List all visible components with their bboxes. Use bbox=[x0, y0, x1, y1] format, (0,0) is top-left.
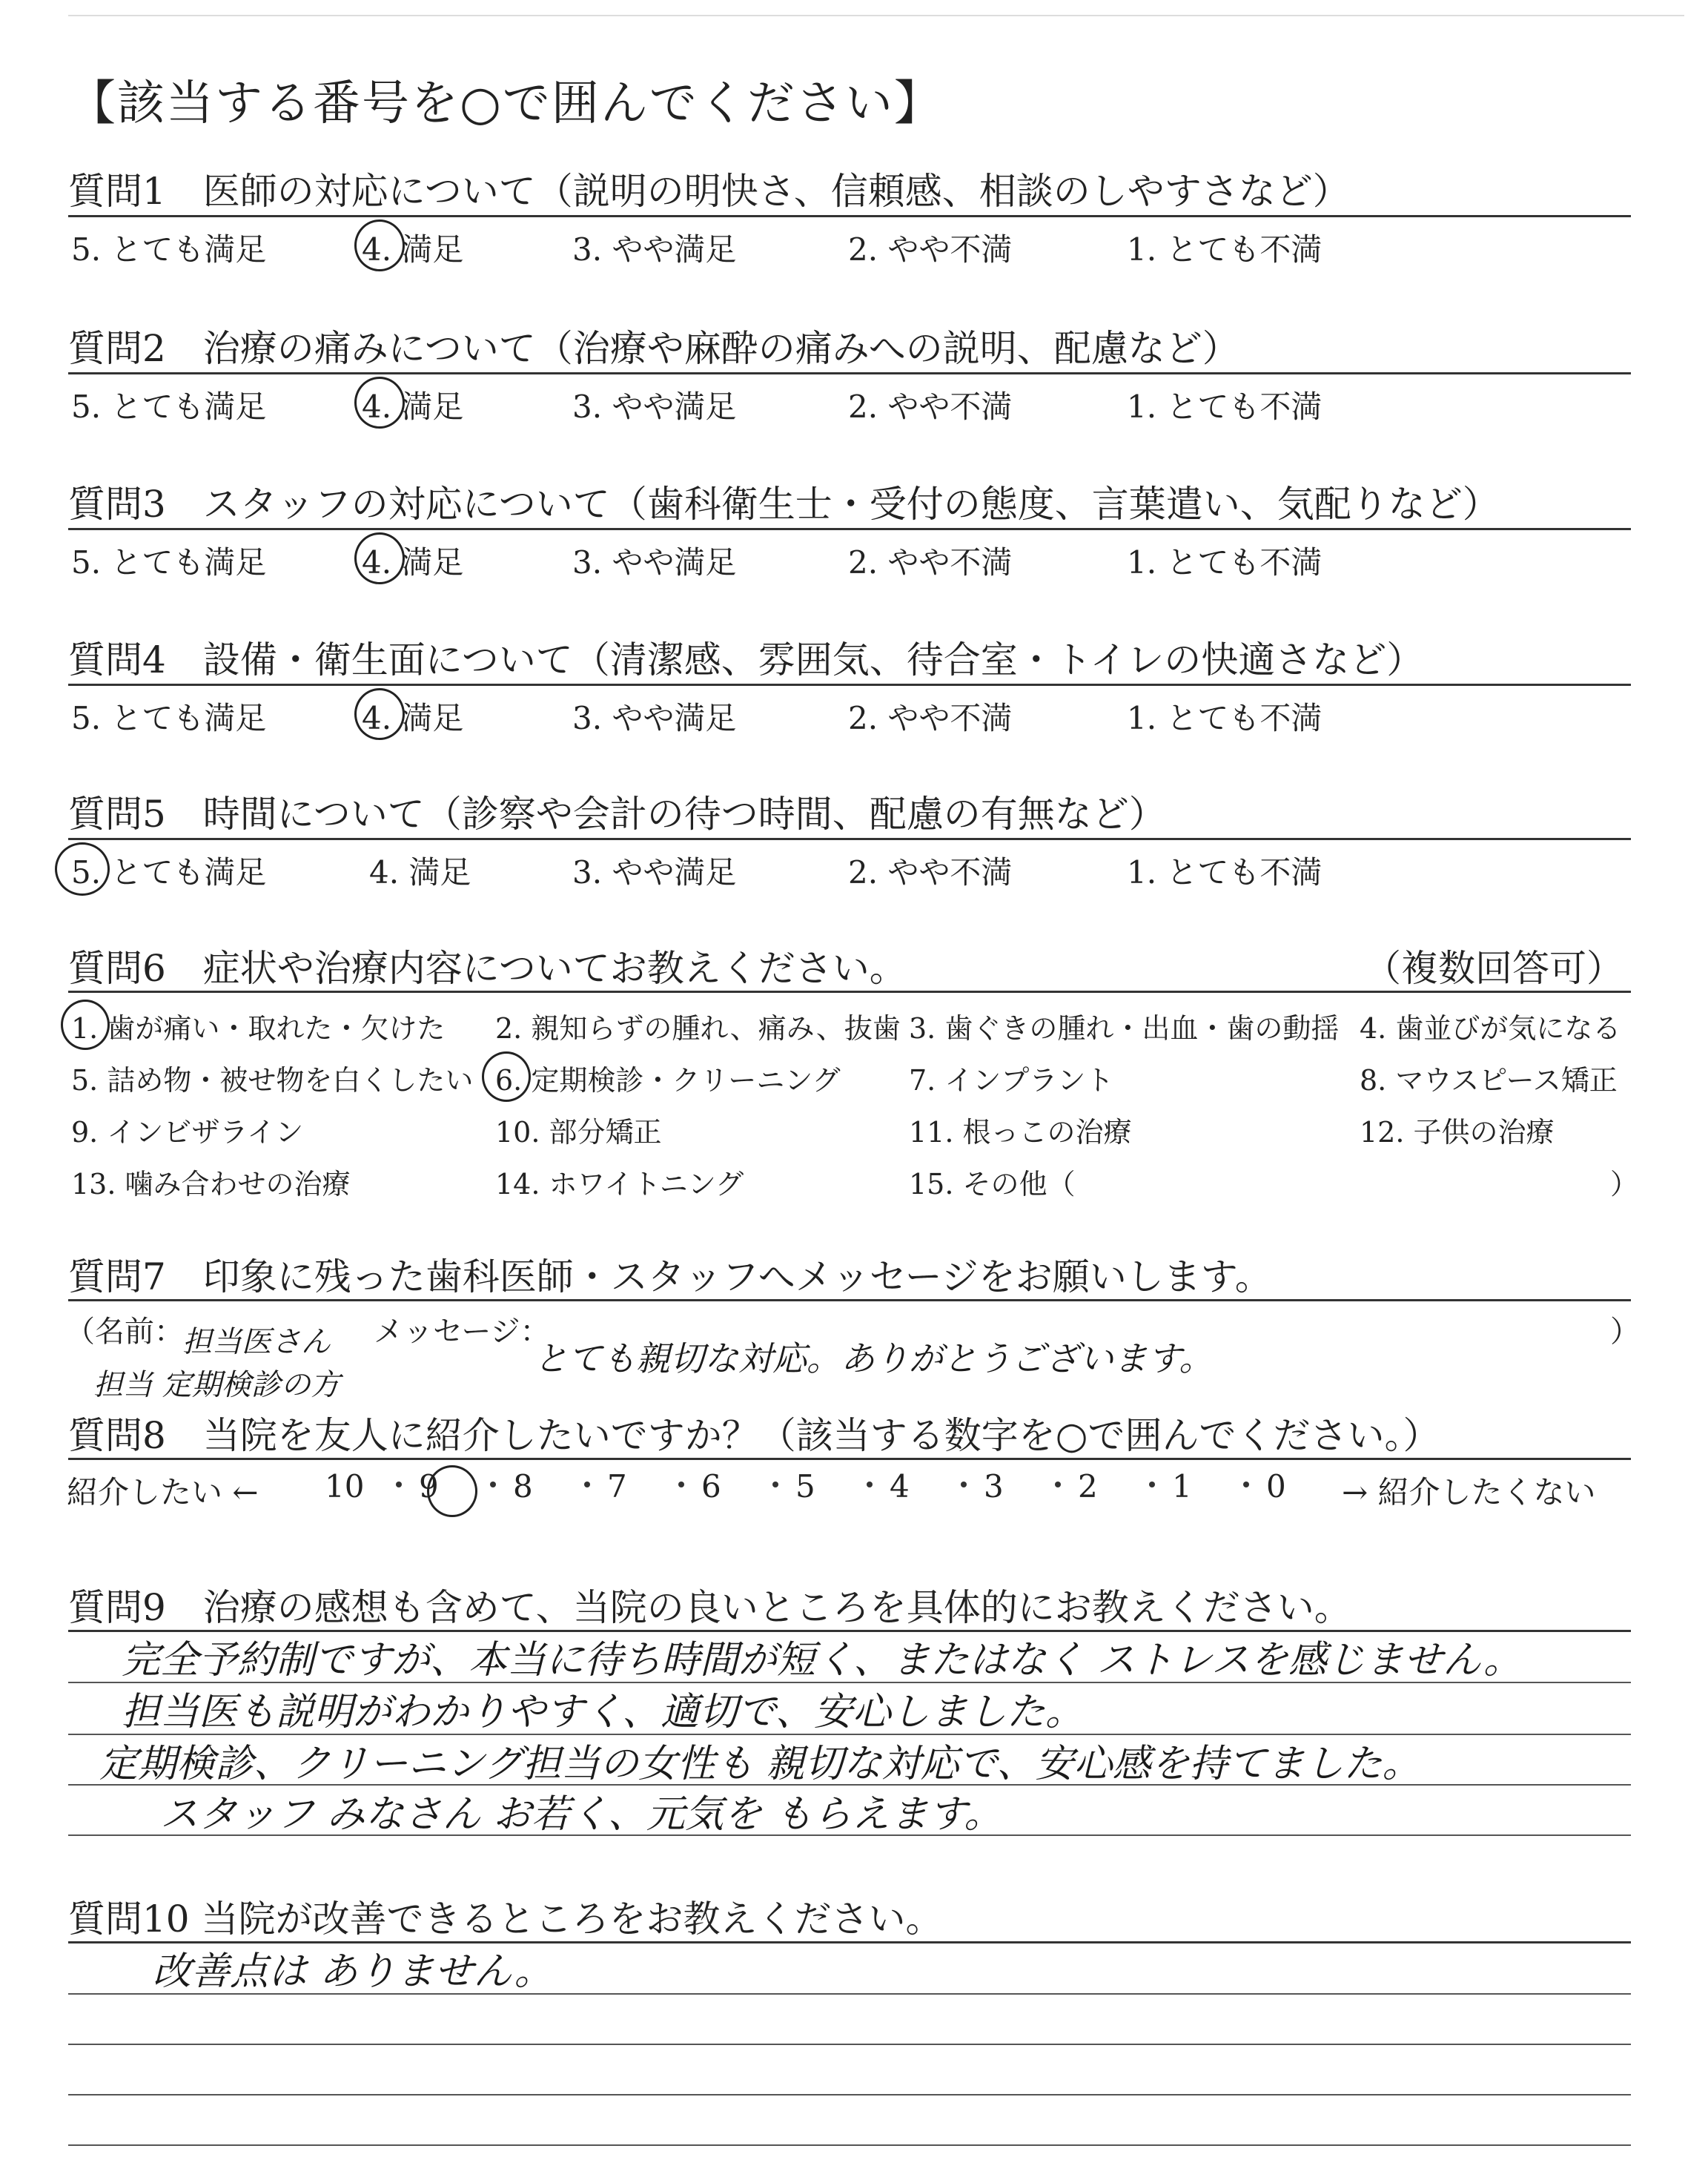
q8-separator-dot bbox=[396, 1482, 402, 1487]
question-2-label: 質問2 治療の痛みについて（治療や麻酔の痛みへの説明、配慮など） bbox=[68, 327, 1239, 370]
q10-answer-line-2 bbox=[68, 2044, 1631, 2045]
question-7-label: 質問7 印象に残った歯科医師・スタッフへメッセージをお願いします。 bbox=[68, 1255, 1272, 1298]
question-5-label: 質問5 時間について（診察や会計の待つ時間、配慮の有無など） bbox=[68, 793, 1166, 836]
q5-selection-circle bbox=[55, 842, 110, 896]
question-6-note: （複数回答可） bbox=[1364, 947, 1623, 990]
question-7-rule bbox=[68, 1299, 1631, 1301]
q10-answer-1[interactable]: 改善点は ありません。 bbox=[153, 1949, 553, 1994]
q5-option-4[interactable]: 4. 満足 bbox=[369, 854, 471, 891]
question-6-rule bbox=[68, 991, 1631, 993]
q4-option-4[interactable]: 4. 満足 bbox=[362, 700, 464, 736]
q3-selection-circle bbox=[354, 532, 405, 584]
question-4-rule bbox=[68, 684, 1631, 686]
q8-number-6[interactable]: 6 bbox=[701, 1468, 721, 1505]
q6-option-5[interactable]: 5. 詰め物・被せ物を白くしたい bbox=[71, 1064, 474, 1097]
q4-selection-circle bbox=[354, 688, 405, 740]
q1-option-4[interactable]: 4. 満足 bbox=[362, 231, 464, 268]
q7-close-paren: ） bbox=[1610, 1315, 1640, 1349]
q8-number-4[interactable]: 4 bbox=[890, 1468, 910, 1505]
q8-separator-dot bbox=[961, 1482, 967, 1487]
q1-option-1[interactable]: 1. とても不満 bbox=[1127, 231, 1323, 268]
q8-number-10[interactable]: 10 bbox=[325, 1468, 365, 1505]
q8-number-0[interactable]: 0 bbox=[1266, 1468, 1286, 1505]
q8-separator-dot bbox=[1243, 1482, 1249, 1487]
q8-separator-dot bbox=[678, 1482, 684, 1487]
q6-option-15-close: ） bbox=[1610, 1168, 1639, 1200]
q8-number-7[interactable]: 7 bbox=[607, 1468, 627, 1505]
question-6-label: 質問6 症状や治療内容についてお教えください。 bbox=[68, 947, 907, 990]
q7-name-answer-1[interactable]: 担当医さん bbox=[182, 1325, 331, 1359]
q6-option-11[interactable]: 11. 根っこの治療 bbox=[909, 1116, 1132, 1149]
q9-answer-4[interactable]: スタッフ みなさん お若く、元気を もらえます。 bbox=[160, 1792, 1003, 1837]
q6-option-8[interactable]: 8. マウスピース矯正 bbox=[1360, 1064, 1618, 1097]
q6-option-3[interactable]: 3. 歯ぐきの腫れ・出血・歯の動揺 bbox=[909, 1012, 1340, 1045]
q5-option-2[interactable]: 2. やや不満 bbox=[848, 854, 1013, 891]
q8-right-label: → 紹介したくない bbox=[1342, 1474, 1596, 1510]
q6-selection-circle-1 bbox=[61, 1000, 110, 1050]
question-10-label: 質問10 当院が改善できるところをお教えください。 bbox=[68, 1898, 943, 1941]
q1-option-3[interactable]: 3. やや満足 bbox=[572, 231, 737, 268]
q6-option-7[interactable]: 7. インプラント bbox=[909, 1064, 1114, 1097]
q8-left-label: 紹介したい ← bbox=[67, 1474, 259, 1510]
question-1-label: 質問1 医師の対応について（説明の明快さ、信頼感、相談のしやすさなど） bbox=[68, 170, 1350, 213]
q4-option-3[interactable]: 3. やや満足 bbox=[572, 700, 737, 736]
q8-number-2[interactable]: 2 bbox=[1078, 1468, 1098, 1505]
q1-option-2[interactable]: 2. やや不満 bbox=[848, 231, 1013, 268]
q8-number-9[interactable]: 9 bbox=[419, 1468, 439, 1505]
q2-option-5[interactable]: 5. とても満足 bbox=[71, 389, 267, 425]
q3-option-3[interactable]: 3. やや満足 bbox=[572, 544, 737, 581]
question-3-rule bbox=[68, 528, 1631, 530]
q6-option-12[interactable]: 12. 子供の治療 bbox=[1360, 1116, 1555, 1149]
q10-answer-line-4 bbox=[68, 2144, 1631, 2146]
q7-name-label: （名前： bbox=[65, 1315, 184, 1349]
q8-separator-dot bbox=[584, 1482, 590, 1487]
q8-number-3[interactable]: 3 bbox=[984, 1468, 1004, 1505]
q3-option-4[interactable]: 4. 満足 bbox=[362, 544, 464, 581]
question-9-label: 質問9 治療の感想も含めて、当院の良いところを具体的にお教えください。 bbox=[68, 1586, 1351, 1629]
q1-selection-circle bbox=[354, 219, 405, 271]
top-border bbox=[68, 15, 1684, 16]
q6-option-2[interactable]: 2. 親知らずの腫れ、痛み、抜歯 bbox=[495, 1012, 901, 1045]
q8-number-5[interactable]: 5 bbox=[795, 1468, 815, 1505]
q9-answer-2[interactable]: 担当医も説明がわかりやすく、適切で、安心しました。 bbox=[122, 1690, 1084, 1734]
q6-option-13[interactable]: 13. 噛み合わせの治療 bbox=[71, 1168, 351, 1200]
q6-option-10[interactable]: 10. 部分矯正 bbox=[495, 1116, 662, 1149]
q3-option-5[interactable]: 5. とても満足 bbox=[71, 544, 267, 581]
q5-option-5[interactable]: 5. とても満足 bbox=[71, 854, 267, 891]
q4-option-1[interactable]: 1. とても不満 bbox=[1127, 700, 1323, 736]
q8-separator-dot bbox=[490, 1482, 496, 1487]
q10-answer-line-3 bbox=[68, 2094, 1631, 2095]
q6-option-14[interactable]: 14. ホワイトニング bbox=[495, 1168, 744, 1200]
q8-number-8[interactable]: 8 bbox=[513, 1468, 533, 1505]
question-4-label: 質問4 設備・衛生面について（清潔感、雰囲気、待合室・トイレの快適さなど） bbox=[68, 638, 1424, 681]
question-5-rule bbox=[68, 838, 1631, 840]
q8-number-1[interactable]: 1 bbox=[1172, 1468, 1192, 1505]
q7-message-label: メッセージ： bbox=[374, 1315, 550, 1349]
q2-selection-circle bbox=[354, 377, 405, 429]
q4-option-5[interactable]: 5. とても満足 bbox=[71, 700, 267, 736]
q5-option-3[interactable]: 3. やや満足 bbox=[572, 854, 737, 891]
q8-selection-circle bbox=[427, 1465, 477, 1517]
page-title: 【該当する番号を○で囲んでください】 bbox=[68, 76, 943, 131]
q7-message-answer[interactable]: とても親切な対応。ありがとうございます。 bbox=[534, 1338, 1214, 1378]
q8-separator-dot bbox=[1055, 1482, 1061, 1487]
question-1-rule bbox=[68, 215, 1631, 217]
q6-selection-circle-6 bbox=[482, 1051, 531, 1102]
question-2-rule bbox=[68, 372, 1631, 374]
q3-option-1[interactable]: 1. とても不満 bbox=[1127, 544, 1323, 581]
question-8-label: 質問8 当院を友人に紹介したいですか？（該当する数字を○で囲んでください。） bbox=[68, 1414, 1440, 1457]
q3-option-2[interactable]: 2. やや不満 bbox=[848, 544, 1013, 581]
q9-answer-1[interactable]: 完全予約制ですが、本当に待ち時間が短く、またはなく ストレスを感じません。 bbox=[122, 1638, 1523, 1682]
q7-name-answer-2[interactable]: 担当 定期検診の方 bbox=[93, 1368, 340, 1402]
question-8-rule bbox=[68, 1458, 1631, 1460]
q6-option-6[interactable]: 6. 定期検診・クリーニング bbox=[495, 1064, 841, 1097]
q6-option-15[interactable]: 15. その他（ bbox=[909, 1168, 1076, 1200]
q8-separator-dot bbox=[772, 1482, 778, 1487]
q2-option-1[interactable]: 1. とても不満 bbox=[1127, 389, 1323, 425]
q9-answer-3[interactable]: 定期検診、クリーニング担当の女性も 親切な対応で、安心感を持てました。 bbox=[99, 1742, 1421, 1786]
question-3-label: 質問3 スタッフの対応について（歯科衛生士・受付の態度、言葉遣い、気配りなど） bbox=[68, 483, 1500, 526]
q4-option-2[interactable]: 2. やや不満 bbox=[848, 700, 1013, 736]
q8-separator-dot bbox=[1149, 1482, 1155, 1487]
q1-option-5[interactable]: 5. とても満足 bbox=[71, 231, 267, 268]
q6-option-9[interactable]: 9. インビザライン bbox=[71, 1116, 304, 1149]
q2-option-3[interactable]: 3. やや満足 bbox=[572, 389, 737, 425]
q8-separator-dot bbox=[867, 1482, 873, 1487]
q6-option-4[interactable]: 4. 歯並びが気になる bbox=[1360, 1012, 1621, 1045]
q2-option-2[interactable]: 2. やや不満 bbox=[848, 389, 1013, 425]
q2-option-4[interactable]: 4. 満足 bbox=[362, 389, 464, 425]
q6-option-1[interactable]: 1. 歯が痛い・取れた・欠けた bbox=[71, 1012, 446, 1045]
q5-option-1[interactable]: 1. とても不満 bbox=[1127, 854, 1323, 891]
